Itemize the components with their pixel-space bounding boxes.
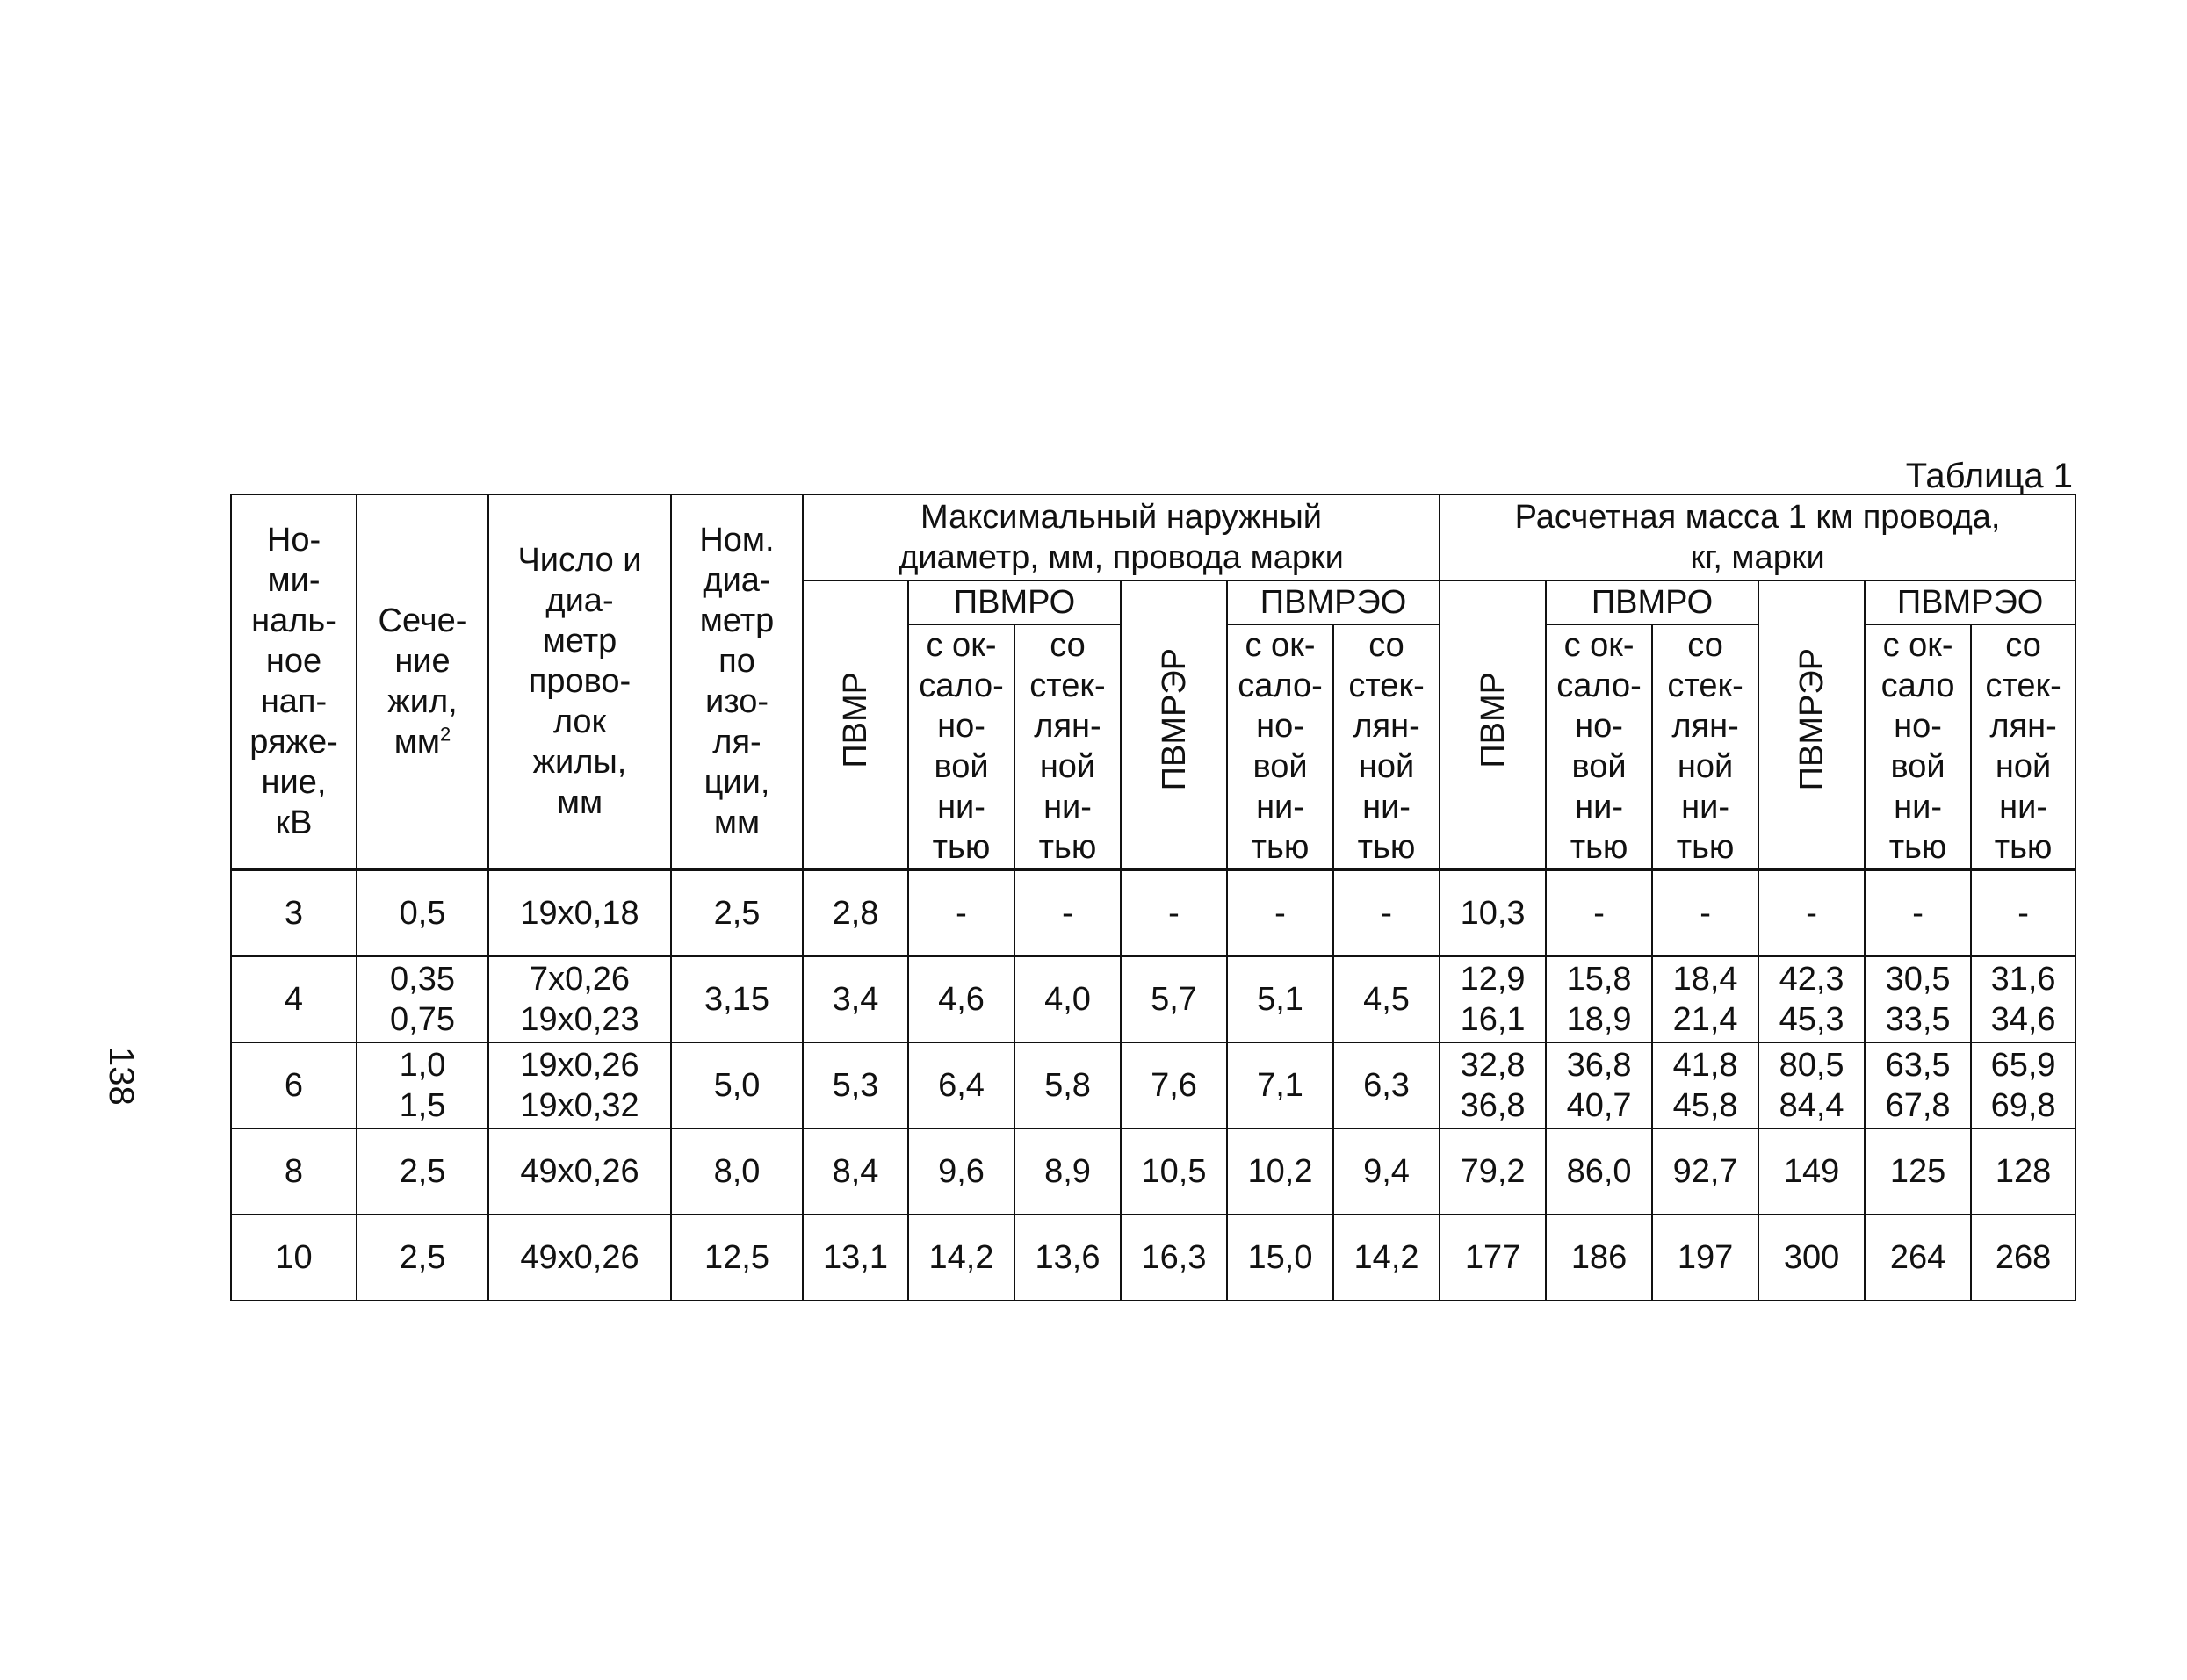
cell-values [1015, 979, 1120, 1020]
cell-value: 2,8 [832, 895, 879, 932]
cell-value: 177 [1464, 1239, 1521, 1276]
cell-d-pvmreo-ox [1227, 956, 1333, 1042]
cell-value: 149 [1783, 1153, 1840, 1190]
cell-d-pvmro-gl [1014, 956, 1121, 1042]
cell-d-pvmro-gl [1014, 869, 1121, 956]
cell-value: 4,6 [938, 981, 985, 1018]
cell-value: 10,5 [1141, 1153, 1207, 1190]
cell-d-pvmro-ox [908, 1215, 1014, 1301]
cell-d-pvmrer [1121, 869, 1227, 956]
header-section [357, 494, 488, 869]
cell-values [909, 893, 1014, 934]
cell-value: 45,3 [1779, 1001, 1844, 1038]
cell-d-pvmr [803, 1042, 908, 1128]
cell-values [1866, 893, 1970, 934]
cell-value: 32,8 [1460, 1047, 1526, 1084]
table-caption: Таблица 1 [1905, 457, 2073, 495]
cell-value: 4,5 [1363, 981, 1410, 1018]
cell-m-pvmrer [1758, 1215, 1865, 1301]
cell-value: 0,35 [390, 961, 455, 998]
cell-value: 86,0 [1566, 1153, 1632, 1190]
cell-value: 19х0,32 [520, 1087, 639, 1124]
cell-section [357, 1042, 488, 1128]
cell-value: 9,4 [1363, 1153, 1410, 1190]
cell-value: 42,3 [1779, 961, 1844, 998]
cell-value: 36,8 [1460, 1087, 1526, 1124]
cell-value: 300 [1783, 1239, 1840, 1276]
cell-d-pvmr [803, 956, 908, 1042]
cell-value: 7,1 [1257, 1067, 1303, 1104]
cell-d-pvmreo-gl [1333, 1042, 1440, 1128]
header-section-text: Сече- ние жил, мм [378, 602, 467, 761]
cell-value: 65,9 [1990, 1047, 2056, 1084]
header-wires: Число и диа- метр прово- лок жилы, мм [488, 494, 671, 869]
cell-m-pvmreo-ox [1865, 956, 1971, 1042]
cell-section [357, 869, 488, 956]
cell-d-pvmreo-ox [1227, 869, 1333, 956]
table-row [231, 869, 2075, 956]
cell-value: 45,8 [1672, 1087, 1738, 1124]
cell-values [1334, 1237, 1439, 1278]
cell-value: 268 [1995, 1239, 2052, 1276]
cell-values [1015, 1065, 1120, 1106]
cell-value: - [1381, 895, 1392, 932]
cell-value: 34,6 [1990, 1001, 2056, 1038]
cell-d-pvmro-gl [1014, 1215, 1121, 1301]
cell-values [1440, 959, 1545, 1040]
cell-d-pvmro-ox [908, 1128, 1014, 1215]
cell-values [1334, 1151, 1439, 1192]
cell-values [804, 1237, 907, 1278]
cell-m-pvmro-ox [1546, 1042, 1652, 1128]
cell-m-pvmr [1440, 1042, 1546, 1128]
cell-value: 80,5 [1779, 1047, 1844, 1084]
cell-values [1122, 1151, 1226, 1192]
cell-value: 0,5 [399, 895, 446, 932]
header-mass-pvmr-text: ПВМР [1474, 671, 1512, 768]
cell-values [804, 979, 907, 1020]
cell-values [1122, 893, 1226, 934]
cell-values [489, 893, 670, 934]
cell-wires [488, 1042, 671, 1128]
header-mass-pvmrer [1758, 580, 1865, 869]
cell-d-pvmreo-ox [1227, 1215, 1333, 1301]
cell-values [1972, 1151, 2075, 1192]
cell-m-pvmro-ox [1546, 1215, 1652, 1301]
cell-values [1440, 893, 1545, 934]
cell-m-pvmreo-gl [1971, 1042, 2075, 1128]
cell-value: - [1168, 895, 1180, 932]
header-mass-pvmro: ПВМРО [1546, 580, 1758, 624]
cell-values [357, 1151, 487, 1192]
cell-d-pvmreo-gl [1333, 869, 1440, 956]
cell-value: - [956, 895, 967, 932]
cell-value: 125 [1889, 1153, 1946, 1190]
cell-value: 92,7 [1672, 1153, 1738, 1190]
cell-m-pvmro-gl [1652, 1128, 1758, 1215]
cell-d-pvmro-ox [908, 869, 1014, 956]
cell-d-pvmr [803, 1215, 908, 1301]
cell-m-pvmreo-gl [1971, 1215, 2075, 1301]
cell-value: 18,4 [1672, 961, 1738, 998]
cell-values [1334, 979, 1439, 1020]
cell-d-pvmro-ox [908, 1042, 1014, 1128]
cell-d-pvmreo-gl [1333, 1215, 1440, 1301]
cell-value: 264 [1889, 1239, 1946, 1276]
cell-values [1972, 1045, 2075, 1126]
cell-values [1228, 1065, 1332, 1106]
cell-value: 41,8 [1672, 1047, 1738, 1084]
cell-values [357, 1237, 487, 1278]
cell-m-pvmreo-ox [1865, 869, 1971, 956]
cell-value: 6,3 [1363, 1067, 1410, 1104]
cell-value: 7х0,26 [529, 961, 631, 998]
header-diameter-pvmro-oxalon: с ок- сало- но- вой ни- тью [908, 624, 1014, 869]
table-row [231, 1128, 2075, 1215]
cell-d-pvmreo-gl [1333, 1128, 1440, 1215]
cell-value: 49х0,26 [520, 1153, 639, 1190]
cell-value: 31,6 [1990, 961, 2056, 998]
cell-d-pvmro-ox [908, 956, 1014, 1042]
cell-d-pvmreo-gl [1333, 956, 1440, 1042]
cell-insulation: 2,5 [671, 869, 803, 956]
cell-value: 7,6 [1151, 1067, 1197, 1104]
cell-value: 1,0 [399, 1047, 446, 1084]
header-mass-pvmrer-text: ПВМРЭР [1793, 648, 1830, 791]
cell-values [1972, 959, 2075, 1040]
cell-m-pvmreo-gl [1971, 869, 2075, 956]
cell-m-pvmreo-ox [1865, 1128, 1971, 1215]
cell-m-pvmro-ox [1546, 869, 1652, 956]
cell-values [357, 893, 487, 934]
cell-value: - [1593, 895, 1605, 932]
header-diameter-pvmreo-oxalon: с ок- сало- но- вой ни- тью [1227, 624, 1333, 869]
cell-m-pvmreo-gl [1971, 1128, 2075, 1215]
cell-value: 19х0,18 [520, 895, 639, 932]
cell-value: 67,8 [1885, 1087, 1951, 1124]
cell-value: 33,5 [1885, 1001, 1951, 1038]
header-diameter-pvmrer [1121, 580, 1227, 869]
cell-values [1228, 1237, 1332, 1278]
cell-values [1547, 959, 1651, 1040]
cell-value: 16,1 [1460, 1001, 1526, 1038]
cell-values [1653, 1151, 1758, 1192]
cell-value: 8,9 [1044, 1153, 1091, 1190]
cell-insulation: 12,5 [671, 1215, 803, 1301]
cell-values [1866, 1045, 1970, 1126]
cell-value: 30,5 [1885, 961, 1951, 998]
cell-values [1015, 1237, 1120, 1278]
cell-values [1547, 1151, 1651, 1192]
cell-values [357, 959, 487, 1040]
cell-values [1972, 1237, 2075, 1278]
header-insulation: Ном. диа- метр по изо- ля- ции, мм [671, 494, 803, 869]
header-diameter-pvmreo: ПВМРЭО [1227, 580, 1440, 624]
cell-value: - [2017, 895, 2029, 932]
header-mass-pvmr [1440, 580, 1546, 869]
cell-values [804, 893, 907, 934]
cell-values [1653, 959, 1758, 1040]
cell-value: 84,4 [1779, 1087, 1844, 1124]
header-mass-pvmro-glass: со стек- лян- ной ни- тью [1652, 624, 1758, 869]
header-diameter-pvmreo-glass: со стек- лян- ной ни- тью [1333, 624, 1440, 869]
cell-m-pvmr [1440, 869, 1546, 956]
cell-value: 15,0 [1247, 1239, 1313, 1276]
cell-values [909, 1237, 1014, 1278]
cell-value: 1,5 [399, 1087, 446, 1124]
cell-wires [488, 1128, 671, 1215]
cell-section [357, 1128, 488, 1215]
cell-value: 40,7 [1566, 1087, 1632, 1124]
table-row [231, 1042, 2075, 1128]
cell-d-pvmreo-ox [1227, 1128, 1333, 1215]
header-mass-pvmro-oxalon: с ок- сало- но- вой ни- тью [1546, 624, 1652, 869]
cell-values [1440, 1237, 1545, 1278]
cell-m-pvmro-gl [1652, 869, 1758, 956]
cell-values [1440, 1151, 1545, 1192]
cell-value: 9,6 [938, 1153, 985, 1190]
cell-value: 79,2 [1460, 1153, 1526, 1190]
cell-d-pvmrer [1121, 1042, 1227, 1128]
cell-values [1972, 893, 2075, 934]
cell-values [1653, 1237, 1758, 1278]
cell-values [1440, 1045, 1545, 1126]
cell-voltage: 10 [231, 1215, 357, 1301]
cell-value: 63,5 [1885, 1047, 1951, 1084]
cell-value: 14,2 [928, 1239, 994, 1276]
cell-value: 197 [1677, 1239, 1734, 1276]
cell-values [1759, 1045, 1864, 1126]
cell-values [909, 979, 1014, 1020]
cell-values [489, 1045, 670, 1126]
cell-values [1653, 893, 1758, 934]
cell-values [1334, 893, 1439, 934]
cell-d-pvmr [803, 869, 908, 956]
cell-d-pvmro-gl [1014, 1042, 1121, 1128]
header-diameter-pvmrer-text: ПВМРЭР [1155, 648, 1193, 791]
header-voltage: Но- ми- наль- ное нап- ряже- ние, кВ [231, 494, 357, 869]
cell-m-pvmro-ox [1546, 1128, 1652, 1215]
cell-value: 186 [1570, 1239, 1628, 1276]
cell-values [1653, 1045, 1758, 1126]
cell-value: 21,4 [1672, 1001, 1738, 1038]
cell-value: 128 [1995, 1153, 2052, 1190]
cell-voltage: 3 [231, 869, 357, 956]
specification-table [230, 494, 2076, 1301]
cell-values [1759, 959, 1864, 1040]
cell-value: 5,3 [832, 1067, 879, 1104]
cell-m-pvmreo-ox [1865, 1215, 1971, 1301]
cell-values [804, 1151, 907, 1192]
cell-value: 15,8 [1566, 961, 1632, 998]
cell-m-pvmro-gl [1652, 1042, 1758, 1128]
cell-m-pvmrer [1758, 1042, 1865, 1128]
header-section-superscript: 2 [440, 723, 451, 746]
cell-value: 6,4 [938, 1067, 985, 1104]
cell-value: 4,0 [1044, 981, 1091, 1018]
cell-section [357, 1215, 488, 1301]
cell-d-pvmrer [1121, 1128, 1227, 1215]
cell-values [1015, 893, 1120, 934]
cell-m-pvmreo-gl [1971, 956, 2075, 1042]
cell-voltage: 8 [231, 1128, 357, 1215]
cell-value: 5,8 [1044, 1067, 1091, 1104]
cell-voltage: 6 [231, 1042, 357, 1128]
cell-values [1866, 1151, 1970, 1192]
cell-values [1228, 893, 1332, 934]
cell-m-pvmrer [1758, 1128, 1865, 1215]
cell-m-pvmro-gl [1652, 956, 1758, 1042]
cell-value: 5,7 [1151, 981, 1197, 1018]
cell-wires [488, 869, 671, 956]
cell-d-pvmr [803, 1128, 908, 1215]
table-body [231, 869, 2075, 1301]
cell-values [804, 1065, 907, 1106]
cell-value: 69,8 [1990, 1087, 2056, 1124]
cell-value: 5,1 [1257, 981, 1303, 1018]
header-diameter-pvmr-text: ПВМР [837, 671, 874, 768]
cell-value: 0,75 [390, 1001, 455, 1038]
cell-values [1759, 1237, 1864, 1278]
header-mass-pvmreo: ПВМРЭО [1865, 580, 2075, 624]
table-row [231, 956, 2075, 1042]
cell-value: - [1062, 895, 1073, 932]
cell-value: 10,3 [1460, 895, 1526, 932]
cell-values [1547, 1237, 1651, 1278]
page-number: 138 [102, 1047, 141, 1106]
cell-value: 18,9 [1566, 1001, 1632, 1038]
cell-values [909, 1151, 1014, 1192]
table-row [231, 1215, 2075, 1301]
cell-value: - [1912, 895, 1924, 932]
cell-value: 19х0,26 [520, 1047, 639, 1084]
cell-d-pvmro-gl [1014, 1128, 1121, 1215]
cell-values [1547, 1045, 1651, 1126]
cell-values [1759, 1151, 1864, 1192]
cell-wires [488, 956, 671, 1042]
cell-insulation: 3,15 [671, 956, 803, 1042]
cell-value: - [1806, 895, 1817, 932]
cell-values [1759, 893, 1864, 934]
cell-d-pvmreo-ox [1227, 1042, 1333, 1128]
cell-values [489, 1237, 670, 1278]
cell-values [489, 1151, 670, 1192]
cell-m-pvmreo-ox [1865, 1042, 1971, 1128]
cell-section [357, 956, 488, 1042]
cell-m-pvmrer [1758, 956, 1865, 1042]
cell-m-pvmr [1440, 1128, 1546, 1215]
cell-value: - [1274, 895, 1286, 932]
header-max-diameter: Максимальный наружный диаметр, мм, провода марки [803, 494, 1440, 580]
cell-values [1122, 1237, 1226, 1278]
cell-d-pvmrer [1121, 956, 1227, 1042]
cell-value: 14,2 [1353, 1239, 1419, 1276]
cell-value: 2,5 [399, 1239, 446, 1276]
cell-values [1228, 979, 1332, 1020]
cell-value: 8,4 [832, 1153, 879, 1190]
cell-m-pvmro-gl [1652, 1215, 1758, 1301]
cell-values [1122, 1065, 1226, 1106]
header-mass-pvmreo-glass: со стек- лян- ной ни- тью [1971, 624, 2075, 869]
cell-values [1015, 1151, 1120, 1192]
cell-values [357, 1045, 487, 1126]
cell-wires [488, 1215, 671, 1301]
cell-d-pvmrer [1121, 1215, 1227, 1301]
cell-values [1866, 959, 1970, 1040]
header-diameter-pvmro-glass: со стек- лян- ной ни- тью [1014, 624, 1121, 869]
cell-m-pvmro-ox [1546, 956, 1652, 1042]
cell-insulation: 8,0 [671, 1128, 803, 1215]
header-mass: Расчетная масса 1 км провода, кг, марки [1440, 494, 2075, 580]
cell-value: 2,5 [399, 1153, 446, 1190]
cell-values [1122, 979, 1226, 1020]
cell-values [1334, 1065, 1439, 1106]
cell-m-pvmr [1440, 956, 1546, 1042]
cell-value: - [1700, 895, 1711, 932]
cell-m-pvmr [1440, 1215, 1546, 1301]
cell-value: 49х0,26 [520, 1239, 639, 1276]
cell-values [909, 1065, 1014, 1106]
cell-value: 12,9 [1460, 961, 1526, 998]
cell-values [1228, 1151, 1332, 1192]
header-diameter-pvmro: ПВМРО [908, 580, 1121, 624]
cell-value: 13,6 [1035, 1239, 1101, 1276]
cell-voltage: 4 [231, 956, 357, 1042]
cell-insulation: 5,0 [671, 1042, 803, 1128]
cell-value: 13,1 [823, 1239, 888, 1276]
cell-value: 19х0,23 [520, 1001, 639, 1038]
cell-values [1866, 1237, 1970, 1278]
header-mass-pvmreo-oxalon: с ок- сало но- вой ни- тью [1865, 624, 1971, 869]
cell-value: 3,4 [832, 981, 879, 1018]
header-diameter-pvmr [803, 580, 908, 869]
cell-value: 10,2 [1247, 1153, 1313, 1190]
cell-values [1547, 893, 1651, 934]
cell-values [489, 959, 670, 1040]
cell-value: 16,3 [1141, 1239, 1207, 1276]
cell-value: 36,8 [1566, 1047, 1632, 1084]
cell-m-pvmrer [1758, 869, 1865, 956]
